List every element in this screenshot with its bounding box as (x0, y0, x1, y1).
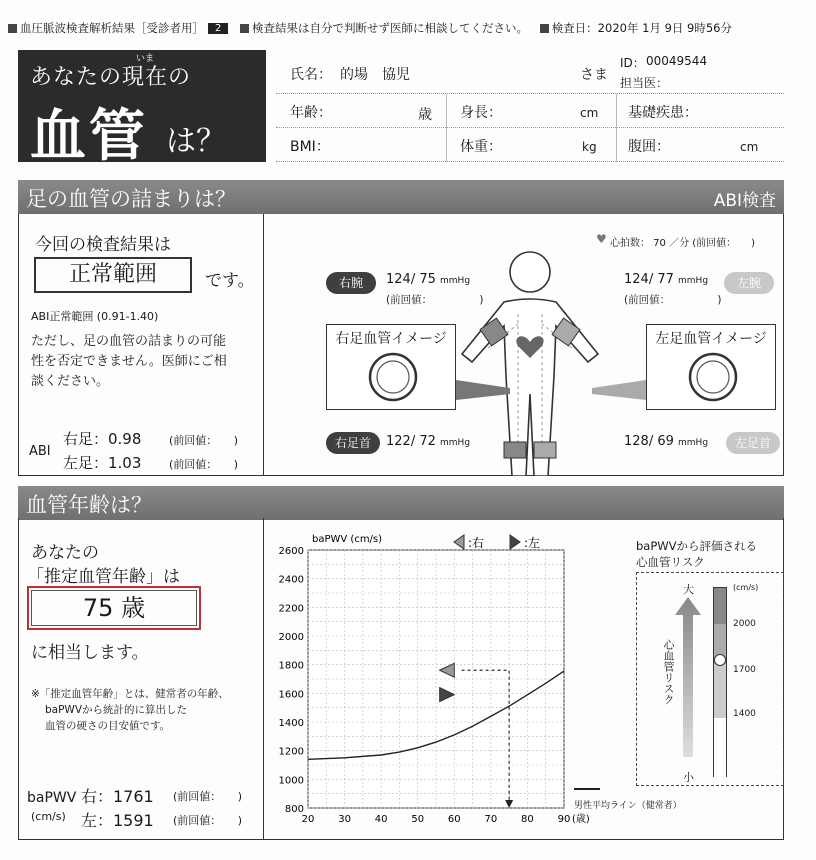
disease-label: 基礎疾患： (628, 105, 698, 121)
left-arm-pill: 左腕 (724, 272, 774, 294)
risk-tick-1700: 1700 (733, 665, 756, 675)
patient-name: 的場 協児 (340, 67, 410, 83)
legend-right-label: :右 (468, 536, 485, 550)
abi-section-bar (18, 180, 784, 214)
left-ankle-value: 128/ 69 (624, 434, 674, 449)
abi-result-panel (18, 214, 264, 476)
risk-marker (714, 654, 726, 666)
left-arm-prev: (前回値： ) (624, 294, 722, 306)
x-tick-label: 80 (521, 814, 534, 825)
abi-left-prev: (前回値： ) (169, 458, 239, 471)
doctor-label: 担当医： (620, 76, 669, 90)
risk-tick-1400: 1400 (733, 709, 756, 719)
bullet-square-icon (8, 24, 17, 33)
right-arm-bp (386, 272, 470, 287)
patient-row-3 (276, 128, 784, 162)
risk-axis-label: 心血管リスク (662, 639, 675, 705)
weight-label: 体重： (460, 139, 502, 155)
heart-icon: ♥ (596, 232, 607, 246)
y-tick-label: 2400 (278, 574, 304, 586)
y-tick-label: 2000 (278, 632, 304, 643)
left-leg-image-label: 左足血管イメージ (655, 331, 767, 347)
abi-result-intro: 今回の検査結果は (35, 235, 171, 255)
age-unit: 歳 (418, 107, 432, 123)
abi-section-right: ABI検査 (713, 191, 776, 211)
title-ruby: いま (136, 54, 155, 64)
right-ankle-value: 122/ 72 (386, 434, 436, 449)
vascular-age-value: 75 歳 (82, 594, 146, 622)
abi-section-title: 足の血管の詰まりは？ (26, 187, 236, 211)
age-footnote-1: ※「推定血管年齢」とは、健常者の年齢、 (31, 688, 229, 700)
risk-tick-2000: 2000 (733, 619, 756, 629)
risk-top: 大 (683, 583, 694, 596)
patient-id: 00049544 (646, 54, 708, 68)
abi-note-3: 談ください。 (31, 374, 110, 389)
abi-result-suffix: です。 (205, 271, 255, 291)
bapwv-unit: (cm/s) (31, 810, 66, 823)
abi-range: ABI正常範囲 (0.91-1.40) (31, 310, 159, 323)
report-header (8, 20, 808, 40)
y-axis-label: baPWV (cm/s) (312, 534, 383, 545)
y-tick-label: 1200 (278, 746, 304, 758)
left-ankle-bp (624, 434, 708, 449)
abi-note-1: ただし、足の血管の詰まりの可能 (31, 334, 227, 349)
right-leg-vessel-image (326, 324, 456, 410)
patient-row-name (276, 50, 784, 94)
bapwv-right-prev: (前回値： ) (173, 790, 243, 803)
right-connector (456, 374, 510, 404)
waist-unit: cm (740, 140, 759, 154)
height-label: 身長： (460, 105, 502, 121)
patient-info (276, 50, 784, 162)
risk-title-1: baPWVから評価される (636, 539, 758, 553)
age-intro-1: あなたの (31, 543, 99, 563)
left-ankle-pill: 左足首 (726, 432, 780, 454)
right-arm-prev: (前回値： ) (386, 294, 484, 306)
body-figure (448, 244, 612, 476)
vascular-age-box (27, 586, 201, 630)
abi-right-prev: (前回値： ) (169, 434, 239, 447)
vascular-age-panel (18, 518, 264, 840)
risk-box (636, 572, 784, 786)
waist-label: 腹囲： (628, 139, 670, 155)
legend-line-swatch (574, 788, 600, 790)
bapwv-label: baPWV (27, 790, 77, 806)
right-arm-unit: mmHg (440, 276, 471, 286)
abi-left-foot: 左足：1.03 (63, 454, 142, 472)
legend-line-label: 男性平均ライン（健常者） (574, 801, 682, 811)
right-ankle-unit: mmHg (440, 438, 471, 448)
age-footnote-2: baPWVから統計的に算出した (45, 704, 187, 716)
title-main: 血管 (30, 103, 148, 169)
heart-rate: 心拍数： 70 ／分 (前回値： ) (610, 238, 756, 249)
exam-date: 検査日：2020年 1月 9日 9時56分 (551, 21, 733, 35)
y-tick-label: 1600 (278, 689, 304, 701)
title-subtitle: あなたの現在の (30, 65, 192, 90)
id-label: ID： (620, 56, 645, 70)
y-tick-label: 1000 (278, 775, 304, 787)
abi-result-box: 正常範囲 (34, 257, 192, 293)
left-ankle-unit: mmHg (678, 438, 709, 448)
bullet-square-icon (240, 24, 249, 33)
x-tick-label: 40 (374, 814, 388, 825)
right-ankle-bp (386, 434, 470, 449)
bullet-square-icon (540, 24, 549, 33)
left-vessel-ring (687, 351, 739, 403)
bapwv-left-prev: (前回値： ) (173, 814, 243, 827)
risk-title-2: 心血管リスク (636, 555, 705, 569)
y-tick-label: 2600 (278, 546, 304, 557)
honorific: さま (580, 67, 608, 83)
left-arm-unit: mmHg (678, 276, 709, 286)
name-label: 氏名： (290, 67, 332, 83)
abi-note-2: 性を否定できません。医師にご相 (31, 354, 227, 369)
x-tick-label: 70 (484, 814, 498, 825)
left-arm-value: 124/ 77 (624, 272, 674, 287)
y-tick-label: 1800 (278, 660, 304, 672)
legend-right-triangle-icon (454, 535, 464, 549)
abi-label: ABI (29, 444, 51, 459)
x-tick-label: 50 (411, 814, 425, 825)
abi-right-foot: 右足：0.98 (63, 430, 142, 448)
right-vessel-ring (367, 351, 419, 403)
y-tick-label: 1400 (278, 718, 304, 729)
x-axis-label: (歳) (572, 814, 590, 825)
bapwv-right: 右：1761 (81, 787, 154, 806)
risk-unit: (cm/s) (733, 583, 759, 592)
right-ankle-pill: 右足首 (326, 432, 380, 454)
y-tick-label: 800 (284, 804, 304, 815)
page-number-badge: 2 (208, 23, 228, 34)
right-arm-value: 124/ 75 (386, 272, 436, 287)
legend-left-triangle-icon (510, 535, 520, 549)
x-tick-label: 90 (557, 814, 571, 825)
legend-left-label: :左 (524, 536, 541, 550)
age-outro: に相当します。 (31, 643, 149, 663)
patient-row-2 (276, 94, 784, 128)
bapwv-chart-panel (264, 518, 784, 840)
left-arm-bp (624, 272, 708, 287)
x-tick-label: 60 (447, 814, 461, 825)
right-arm-pill: 右腕 (326, 272, 376, 294)
bmi-label: BMI： (290, 139, 330, 155)
age-section-title: 血管年齢は？ (26, 493, 152, 517)
age-intro-2: 「推定血管年齢」は (27, 567, 180, 587)
bapwv-left: 左：1591 (81, 811, 154, 830)
right-leg-image-label: 右足血管イメージ (335, 331, 447, 347)
title-block (18, 50, 266, 169)
bapwv-age-chart (264, 518, 594, 840)
abi-figure-panel (264, 214, 784, 476)
y-tick-label: 2200 (278, 603, 304, 615)
age-footnote-3: 血管の硬さの目安値です。 (45, 720, 171, 732)
x-tick-label: 30 (338, 814, 351, 825)
risk-arrow (675, 597, 701, 757)
report-title: 血圧脈波検査解析結果［受診者用］ (20, 21, 204, 35)
age-label: 年齢： (290, 105, 332, 121)
title-tail: は？ (166, 124, 226, 159)
left-leg-vessel-image (646, 324, 776, 410)
notice-text: 検査結果は自分で判断せず医師に相談してください。 (252, 21, 529, 35)
weight-unit: kg (582, 140, 597, 154)
age-section-bar (18, 486, 784, 520)
risk-scale-bar (713, 587, 727, 777)
x-tick-label: 20 (301, 814, 315, 825)
risk-bottom: 小 (683, 771, 694, 784)
left-connector (592, 374, 646, 404)
height-unit: cm (580, 106, 599, 120)
